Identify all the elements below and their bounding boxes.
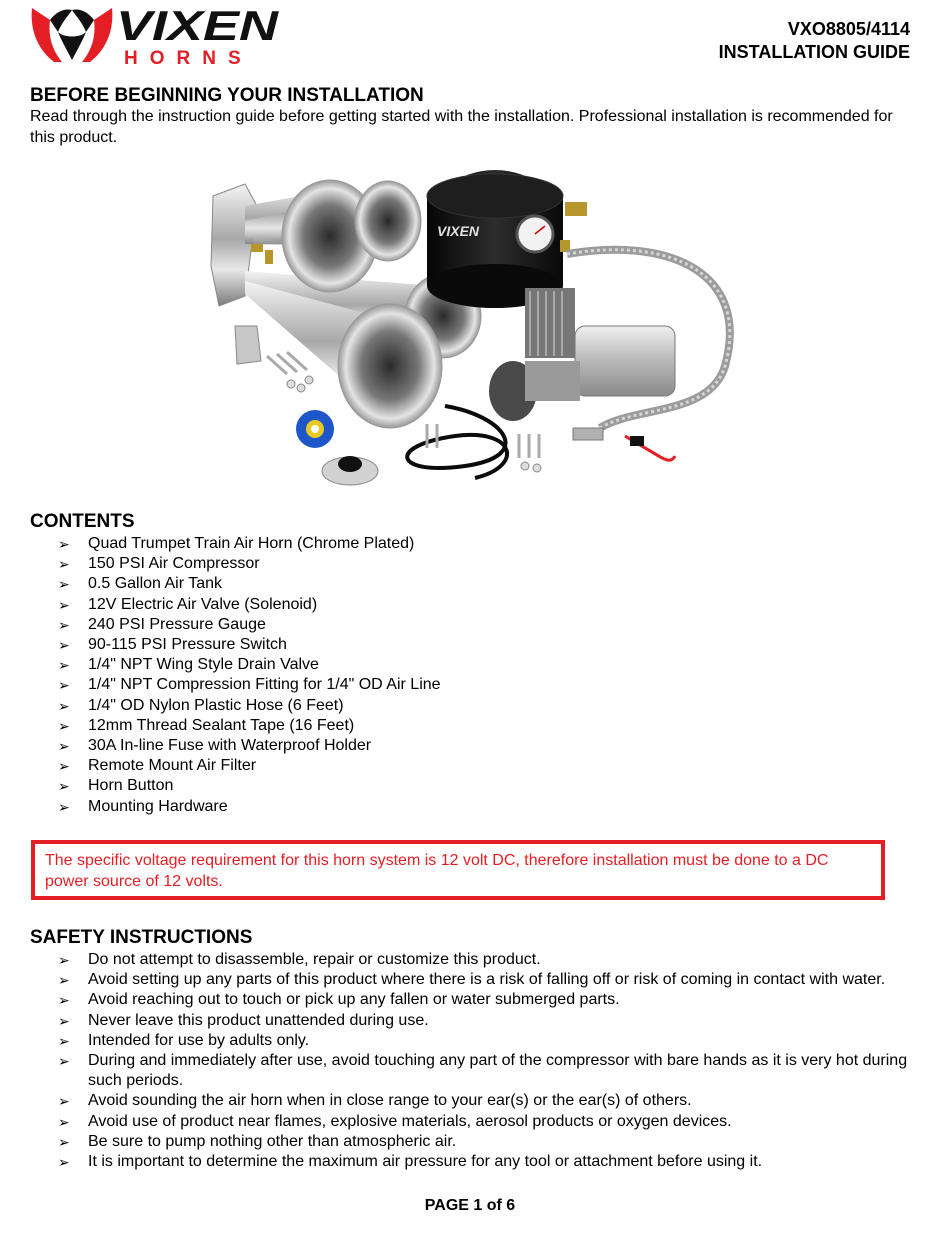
arrow-bullet-icon: ➢	[58, 798, 70, 815]
before-heading: BEFORE BEGINNING YOUR INSTALLATION	[30, 85, 424, 106]
safety-heading: SAFETY INSTRUCTIONS	[30, 927, 253, 948]
contents-item: ➢ 12V Electric Air Valve (Solenoid)	[58, 595, 441, 615]
safety-item: ➢ Never leave this product unattended during use.	[58, 1011, 918, 1031]
mounting-bracket	[235, 326, 261, 364]
contents-item: ➢ 240 PSI Pressure Gauge	[58, 615, 441, 635]
arrow-bullet-icon: ➢	[58, 596, 70, 613]
nylon-hose	[407, 406, 507, 478]
arrow-bullet-icon: ➢	[58, 1012, 70, 1029]
safety-item: ➢ It is important to determine the maximum air pressure for any tool or attachment before using it.	[58, 1152, 918, 1172]
page-number: PAGE 1 of 6	[424, 1197, 516, 1214]
model-number: VXO8805/4114	[787, 19, 910, 39]
arrow-bullet-icon: ➢	[58, 778, 70, 795]
safety-list	[58, 950, 918, 1172]
arrow-bullet-icon: ➢	[58, 972, 70, 989]
safety-item: ➢ Avoid reaching out to touch or pick up any fallen or water submerged parts.	[58, 990, 918, 1010]
horn-bell-2	[355, 181, 421, 261]
arrow-bullet-icon: ➢	[58, 1032, 70, 1049]
contents-item: ➢ 1/4" NPT Wing Style Drain Valve	[58, 655, 441, 675]
arrow-bullet-icon: ➢	[58, 637, 70, 654]
contents-item: ➢ Quad Trumpet Train Air Horn (Chrome Plated)	[58, 534, 441, 554]
arrow-bullet-icon: ➢	[58, 1093, 70, 1110]
contents-heading: CONTENTS	[30, 511, 135, 532]
contents-item: ➢ Horn Button	[58, 776, 441, 796]
contents-item: ➢ 1/4" NPT Compression Fitting for 1/4" OD Air Line	[58, 675, 441, 695]
tank-label: VIXEN	[437, 223, 480, 239]
contents-item: ➢ 30A In-line Fuse with Waterproof Holder	[58, 736, 441, 756]
contents-item: ➢ 0.5 Gallon Air Tank	[58, 574, 441, 594]
voltage-warning-text: The specific voltage requirement for this horn system is 12 volt DC, therefore installation must be done to a DC power source of 12 volts.	[45, 852, 829, 890]
contents-item: ➢ 150 PSI Air Compressor	[58, 554, 441, 574]
contents-item: ➢ 12mm Thread Sealant Tape (16 Feet)	[58, 716, 441, 736]
compression-fitting	[573, 428, 603, 440]
logo-word: VIXEN	[116, 2, 280, 49]
arrow-bullet-icon: ➢	[58, 952, 70, 968]
vixen-horns-logo	[28, 2, 280, 68]
document-title: INSTALLATION GUIDE	[718, 42, 910, 62]
safety-item: ➢ Avoid use of product near flames, explosive materials, aerosol products or oxygen devices.	[58, 1112, 918, 1132]
voltage-warning-box	[31, 840, 885, 900]
contents-item: ➢ 90-115 PSI Pressure Switch	[58, 635, 441, 655]
arrow-bullet-icon: ➢	[58, 717, 70, 734]
arrow-bullet-icon: ➢	[58, 1154, 70, 1171]
safety-item: ➢ Do not attempt to disassemble, repair or customize this product.	[58, 950, 918, 970]
air-compressor	[489, 288, 675, 421]
arrow-bullet-icon: ➢	[58, 536, 70, 552]
arrow-bullet-icon: ➢	[58, 657, 70, 674]
horn-bell-4	[338, 304, 442, 428]
safety-item: ➢ Avoid setting up any parts of this product where there is a risk of falling off or risk of coming in contact with water.	[58, 970, 918, 990]
document-header	[719, 18, 910, 64]
arrow-bullet-icon: ➢	[58, 758, 70, 775]
safety-item: ➢ During and immediately after use, avoid touching any part of the compressor with bare hands as it is very hot during such periods.	[58, 1052, 908, 1090]
arrow-bullet-icon: ➢	[58, 1133, 70, 1150]
contents-list	[58, 534, 441, 817]
safety-item: ➢ Be sure to pump nothing other than atmospheric air.	[58, 1132, 918, 1152]
contents-item: ➢ Remote Mount Air Filter	[58, 756, 441, 776]
arrow-bullet-icon: ➢	[58, 992, 70, 1009]
arrow-bullet-icon: ➢	[58, 677, 70, 694]
arrow-bullet-icon: ➢	[58, 616, 70, 633]
safety-item: ➢ Avoid sounding the air horn when in close range to your ear(s) or the ear(s) of others.	[58, 1091, 918, 1111]
before-text: Read through the instruction guide before getting started with the installation. Professional installation is recommended for this product.	[30, 108, 893, 146]
logo-sub: HORNS	[124, 48, 253, 68]
arrow-bullet-icon: ➢	[58, 576, 70, 593]
arrow-bullet-icon: ➢	[58, 1113, 70, 1130]
arrow-bullet-icon: ➢	[58, 1053, 70, 1070]
contents-item: ➢ Mounting Hardware	[58, 797, 441, 817]
safety-item: ➢ Intended for use by adults only.	[58, 1031, 918, 1051]
arrow-bullet-icon: ➢	[58, 697, 70, 714]
arrow-bullet-icon: ➢	[58, 556, 70, 573]
product-photo	[205, 166, 735, 494]
contents-item: ➢ 1/4" OD Nylon Plastic Hose (6 Feet)	[58, 696, 441, 716]
arrow-bullet-icon: ➢	[58, 738, 70, 755]
